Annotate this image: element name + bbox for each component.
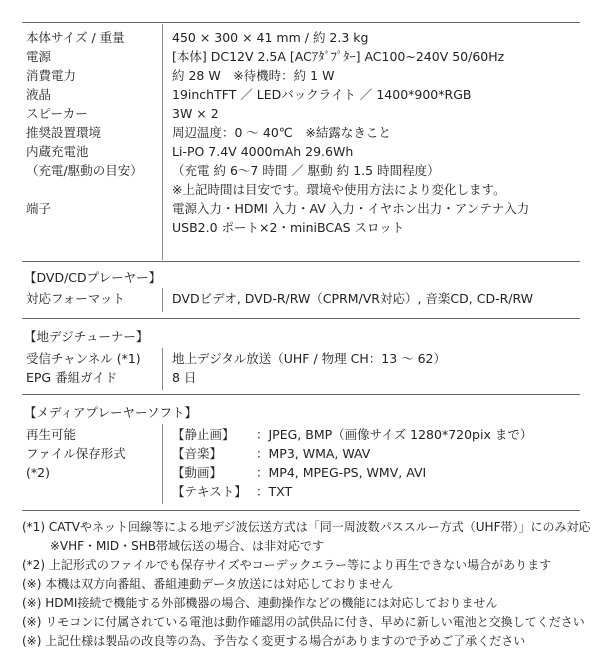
media-value: ：TXT bbox=[256, 484, 293, 499]
spec-row bbox=[22, 142, 580, 161]
media-row bbox=[22, 425, 580, 444]
spec-value: ※上記時間は目安です。環境や使用方法により変化します。 bbox=[172, 182, 506, 197]
spec-row bbox=[22, 180, 580, 199]
spec-label: 推奨設置環境 bbox=[26, 125, 102, 140]
tuner-row bbox=[22, 368, 580, 387]
dvd-value: DVDビデオ, DVD-R/RW（CPRM/VR対応）, 音楽CD, CD-R/RW bbox=[172, 291, 534, 306]
note-line: ※VHF・MID・SHB帯域伝送の場合、は非対応です bbox=[22, 539, 325, 553]
media-value: ：MP3, WMA, WAV bbox=[256, 446, 371, 461]
spec-label: 端子 bbox=[26, 201, 52, 216]
dvd-label: 対応フォーマット bbox=[26, 291, 125, 306]
spec-value: [本体] DC12V 2.5A [ACｱﾀﾞﾌﾟﾀｰ] AC100~240V 50/60Hz bbox=[172, 49, 505, 64]
spec-row bbox=[22, 28, 580, 47]
media-value: ：MP4, MPEG-PS, WMV, AVI bbox=[256, 465, 427, 480]
note-line: (*1) CATVやネット回線等による地デジ波伝送方式は「同一周波数パススルー方式（UHF帯）」にのみ対応 bbox=[22, 520, 591, 534]
media-row bbox=[22, 444, 580, 463]
tuner-row bbox=[22, 349, 580, 368]
rule bbox=[22, 510, 580, 511]
media-label: ファイル保存形式 bbox=[26, 446, 126, 461]
spec-value: 約 28 W ※待機時：約 1 W bbox=[172, 68, 335, 83]
spec-table bbox=[22, 24, 580, 260]
spec-row bbox=[22, 199, 580, 218]
media-tag: 【テキスト】 bbox=[172, 484, 247, 499]
media-value: ：JPEG, BMP（画像サイズ 1280*720pix まで） bbox=[256, 427, 533, 442]
media-row bbox=[22, 463, 580, 482]
spec-label: 本体サイズ / 重量 bbox=[26, 30, 125, 45]
spec-value: Li-PO 7.4V 4000mAh 29.6Wh bbox=[172, 144, 354, 159]
note-line: (※) リモコンに付属されている電池は動作確認用の試供品に付き、早めに新しい電池と交換してください bbox=[22, 615, 585, 629]
spec-row bbox=[22, 161, 580, 180]
tuner-label: EPG 番組ガイド bbox=[26, 370, 118, 385]
spec-row bbox=[22, 104, 580, 123]
media-section bbox=[22, 395, 580, 507]
tuner-label: 受信チャンネル (*1) bbox=[26, 351, 141, 366]
tuner-heading: 【地デジチューナー】 bbox=[24, 329, 149, 344]
spec-value: 450 × 300 × 41 mm / 約 2.3 kg bbox=[172, 30, 369, 45]
note-line: (※) HDMI接続で機能する外部機器の場合、連動操作などの機能には対応しておりません bbox=[22, 596, 498, 610]
spec-row bbox=[22, 123, 580, 142]
spec-row bbox=[22, 85, 580, 104]
spec-value: 19inchTFT ／ LEDバックライト ／ 1400*900*RGB bbox=[172, 87, 472, 102]
tuner-section bbox=[22, 319, 580, 391]
tuner-value: 地上デジタル放送（UHF / 物理 CH：13 ～ 62） bbox=[172, 351, 447, 366]
media-tag: 【動画】 bbox=[172, 465, 223, 480]
spec-value: 3W × 2 bbox=[172, 106, 219, 121]
dvd-heading: 【DVD/CDプレーヤー】 bbox=[24, 270, 162, 285]
media-tag: 【静止画】 bbox=[172, 427, 235, 442]
spec-label: スピーカー bbox=[26, 106, 88, 121]
spec-label: 内蔵充電池 bbox=[26, 144, 89, 159]
spec-value: 周辺温度：0 ～ 40℃ ※結露なきこと bbox=[172, 125, 391, 140]
note-line: (*2) 上記形式のファイルでも保存サイズやコーデックエラー等により再生できない場合があります bbox=[22, 558, 552, 572]
media-label: (*2) bbox=[26, 465, 50, 480]
spec-row bbox=[22, 218, 580, 237]
media-row bbox=[22, 482, 580, 501]
spec-row bbox=[22, 66, 580, 85]
spec-label: 液晶 bbox=[26, 87, 52, 102]
media-label: 再生可能 bbox=[26, 427, 77, 442]
tuner-value: 8 日 bbox=[172, 370, 197, 385]
media-tag: 【音楽】 bbox=[172, 446, 223, 461]
spec-value: USB2.0 ポート×2・miniBCAS スロット bbox=[172, 220, 405, 235]
spec-label: 電源 bbox=[26, 49, 52, 64]
note-line: (※) 本機は双方向番組、番組連動データ放送には対応しておりません bbox=[22, 577, 394, 591]
top-rule bbox=[22, 22, 580, 23]
spec-label: （充電/駆動の目安） bbox=[26, 163, 143, 178]
spec-value: 電源入力・HDMI 入力・AV 入力・イヤホン出力・アンテナ入力 bbox=[172, 201, 530, 216]
dvd-section bbox=[22, 262, 580, 316]
media-heading: 【メディアプレーヤーソフト】 bbox=[24, 405, 198, 420]
note-line: (※) 上記仕様は製品の改良等の為、予告なく変更する場合がありますので予めご了承ください bbox=[22, 634, 526, 648]
spec-label: 消費電力 bbox=[26, 68, 77, 83]
spec-row bbox=[22, 47, 580, 66]
spec-value: （充電 約 6～7 時間 ／ 駆動 約 1.5 時間程度） bbox=[172, 163, 440, 178]
dvd-row bbox=[22, 289, 580, 308]
